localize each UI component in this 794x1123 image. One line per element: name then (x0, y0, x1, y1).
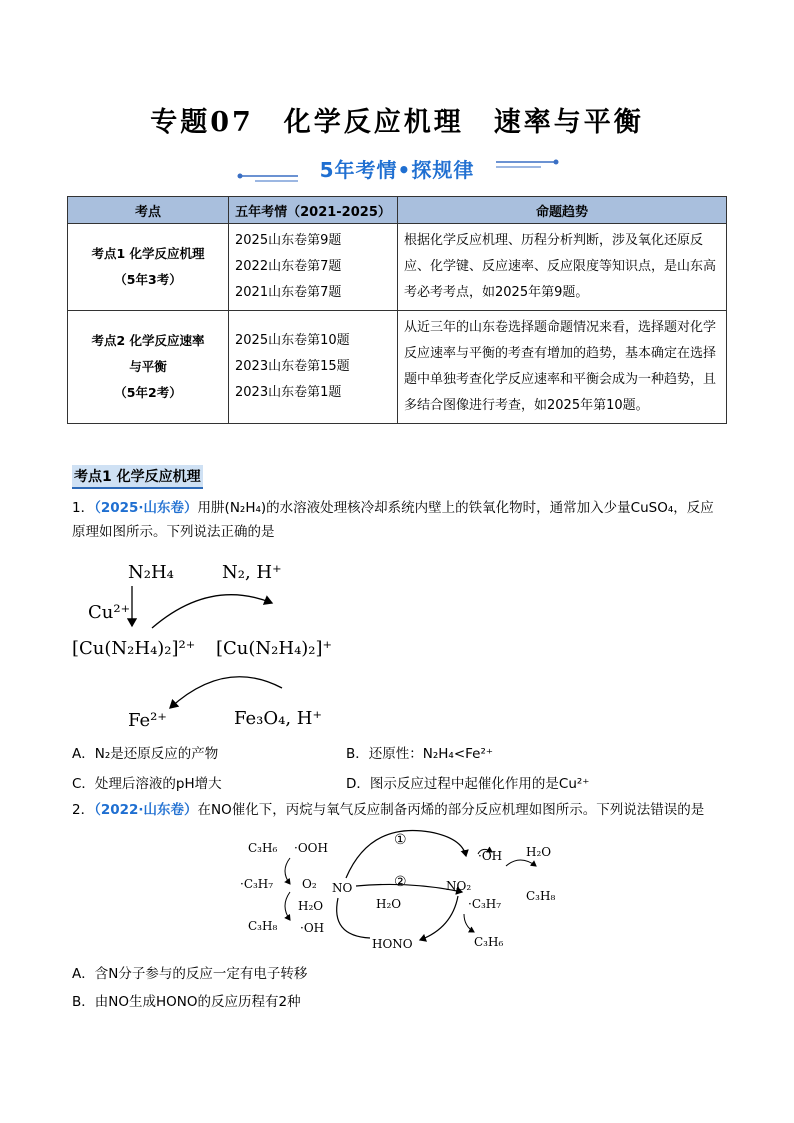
label-o2: O₂ (302, 877, 317, 891)
option-d[interactable]: D．图示反应过程中起催化作用的是Cu²⁺ (346, 776, 590, 792)
arrow-left-bottom (285, 892, 290, 920)
topic-name: 考点2 化学反应速率 (91, 333, 205, 348)
exam-item: 2022山东卷第7题 (235, 259, 342, 274)
arrow-right-cycle (506, 860, 536, 866)
table-header-row (68, 197, 727, 224)
option-c[interactable]: C．处理后溶液的pH增大 (72, 776, 222, 792)
topic-cell (68, 224, 229, 311)
label-c3h8-left: C₃H₈ (248, 919, 278, 933)
table-row (68, 311, 727, 424)
option-a[interactable]: A．含N分子参与的反应一定有电子转移 (72, 966, 308, 982)
arrow-to-c3h6 (464, 914, 474, 932)
label-path-2: ② (394, 874, 407, 890)
label-n2h4: N₂H₄ (128, 562, 174, 583)
label-c3h6-right: C₃H₆ (474, 935, 504, 949)
arrow-left-top (285, 858, 290, 884)
label-fe2plus: Fe²⁺ (128, 710, 167, 731)
question-source: （2025·山东卷） (94, 500, 198, 516)
topic-count: （5年2考） (114, 385, 182, 400)
label-hono: HONO (372, 937, 413, 951)
topic-name: 考点1 化学反应机理 (91, 246, 205, 261)
exam-item: 2025山东卷第9题 (235, 233, 342, 248)
label-c3h6-left: C₃H₆ (248, 841, 278, 855)
section-heading: 考点1 化学反应机理 (72, 465, 203, 489)
q2-mechanism-figure (230, 826, 570, 956)
label-n2-hplus: N₂, H⁺ (222, 562, 282, 583)
question-text-cont: 原理如图所示。下列说法正确的是 (72, 524, 275, 540)
label-h2o-left: H₂O (298, 899, 324, 913)
label-cu2plus: Cu²⁺ (88, 602, 131, 623)
label-no2: NO₂ (446, 879, 472, 893)
table-row (68, 224, 727, 311)
label-path-1: ① (394, 832, 407, 848)
topic-name-cont: 与平衡 (129, 359, 167, 374)
option-a[interactable]: A．N₂是还原反应的产物 (72, 746, 219, 762)
exam-item: 2025山东卷第10题 (235, 333, 350, 348)
label-c3h7-left: ·C₃H₇ (240, 877, 274, 891)
question-2-stem (72, 798, 732, 822)
topic-cell (68, 311, 229, 424)
question-text: 在NO催化下，丙烷与氧气反应制备丙烯的部分反应机理如图所示。下列说法错误的是 (197, 802, 705, 818)
exams-cell (229, 311, 398, 424)
label-c3h8-right: C₃H₈ (526, 889, 556, 903)
question-source: （2022·山东卷） (94, 802, 198, 818)
trend-cell: 从近三年的山东卷选择题命题情况来看，选择题对化学反应速率与平衡的考查有增加的趋势，基本确定在选择题中单独考查化学反应速率和平衡会成为一种趋势，且多结合图像进行考查，如2025年第10题。 (398, 311, 727, 424)
exam-trend-table (67, 196, 727, 424)
exam-item: 2023山东卷第15题 (235, 359, 350, 374)
question-number: 1． (72, 500, 95, 516)
arrow-bottom-cycle (170, 677, 282, 708)
topic-count: （5年3考） (114, 272, 182, 287)
label-complex-left: [Cu(N₂H₄)₂]²⁺ (72, 638, 196, 659)
exam-item: 2021山东卷第7题 (235, 285, 342, 300)
label-no: NO (332, 881, 353, 895)
option-b[interactable]: B．由NO生成HONO的反应历程有2种 (72, 994, 301, 1010)
exams-cell (229, 224, 398, 311)
label-complex-right: [Cu(N₂H₄)₂]⁺ (216, 638, 333, 659)
table-header-exams: 五年考情（2021-2025） (229, 197, 398, 224)
option-b[interactable]: B．还原性：N₂H₄<Fe²⁺ (346, 746, 494, 762)
label-fe3o4-hplus: Fe₃O₄, H⁺ (234, 708, 322, 729)
label-oh-right: ·OH (478, 849, 503, 863)
label-ooh: ·OOH (294, 841, 328, 855)
banner-title: 5年考情•探规律 (319, 158, 475, 182)
label-h2o-center: H₂O (376, 897, 402, 911)
question-text: 用肼(N₂H₄)的水溶液处理核冷却系统内壁上的铁氧化物时，通常加入少量CuSO₄，反应 (197, 500, 714, 516)
exam-item: 2023山东卷第1题 (235, 385, 342, 400)
label-h2o-right: H₂O (526, 845, 552, 859)
label-c3h7-right: ·C₃H₇ (468, 897, 502, 911)
question-number: 2． (72, 802, 95, 818)
arrow-no2-hono (420, 896, 458, 940)
question-1-stem (72, 496, 732, 544)
table-header-topic: 考点 (68, 197, 229, 224)
label-oh-left: ·OH (300, 921, 325, 935)
arrow-loop-left (337, 898, 370, 938)
page-title: 专题07 化学反应机理 速率与平衡 (150, 107, 644, 138)
arrow-top-cycle (152, 595, 272, 628)
trend-cell: 根据化学反应机理、历程分析判断，涉及氧化还原反应、化学键、反应速率、反应限度等知识点，是山东高考必考考点，如2025年第9题。 (398, 224, 727, 311)
table-header-trend: 命题趋势 (398, 197, 727, 224)
q1-mechanism-figure (60, 548, 360, 738)
